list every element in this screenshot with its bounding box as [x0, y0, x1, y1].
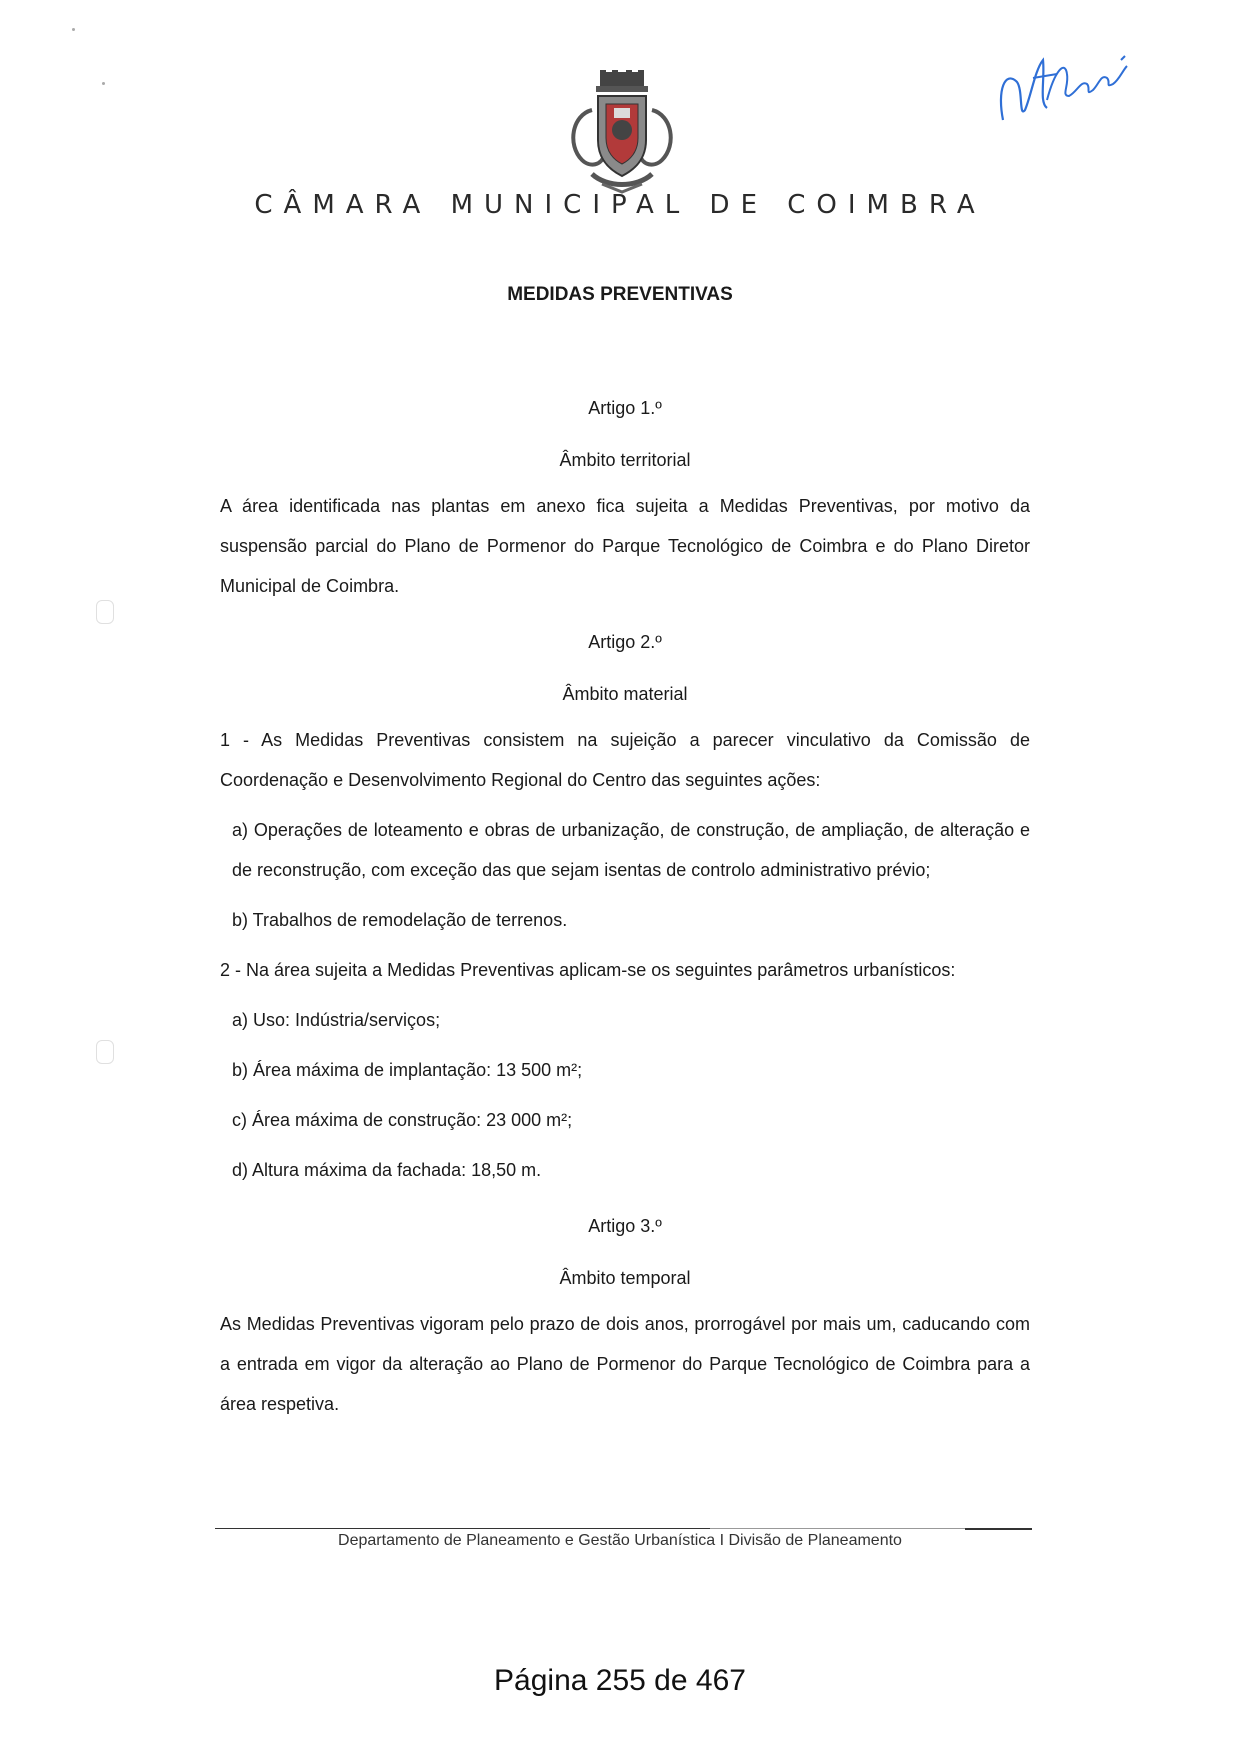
article-list-item: d) Altura máxima da fachada: 18,50 m. [232, 1160, 542, 1180]
article-list-item: b) Área máxima de implantação: 13 500 m²; [232, 1060, 583, 1080]
article-paragraph: A área identificada nas plantas em anexo fica sujeita a Medidas Preventivas, por motivo da suspensão parcial do Plano de Pormenor do Parque Tecnológico de Coimbra e do Plano Diretor Municipal de Coimbra. [220, 496, 1030, 596]
punch-hole-mark [96, 600, 114, 624]
scan-speck [102, 82, 105, 85]
article-point: 2 - Na área sujeita a Medidas Preventivas aplicam-se os seguintes parâmetros urbanísticos: [220, 960, 956, 980]
document-body [220, 382, 1030, 1434]
scan-speck [72, 28, 75, 31]
punch-hole-mark [96, 1040, 114, 1064]
article-heading: Âmbito material [562, 684, 688, 704]
municipality-name: CÂMARA MUNICIPAL DE COIMBRA [254, 190, 986, 220]
article-number: Artigo 3.º [588, 1216, 662, 1236]
coat-of-arms-icon [562, 70, 682, 195]
article-point: 1 - As Medidas Preventivas consistem na sujeição a parecer vinculativo da Comissão de Coordenação e Desenvolvimento Regional do Centro das seguintes ações: [220, 730, 1030, 790]
handwritten-signature [995, 30, 1145, 140]
article-heading: Âmbito temporal [559, 1268, 691, 1288]
article-number: Artigo 2.º [588, 632, 662, 652]
document-title: MEDIDAS PREVENTIVAS [507, 284, 733, 305]
footer-divider [215, 1528, 710, 1529]
article-number: Artigo 1.º [588, 398, 662, 418]
footer-department: Departamento de Planeamento e Gestão Urbanística I Divisão de Planeamento [338, 1532, 902, 1549]
article-heading: Âmbito territorial [559, 450, 691, 470]
article-list-item: a) Uso: Indústria/serviços; [232, 1010, 441, 1030]
article-paragraph: As Medidas Preventivas vigoram pelo prazo de dois anos, prorrogável por mais um, caducando com a entrada em vigor da alteração ao Plano de Pormenor do Parque Tecnológico de Coimbra para a área respetiva. [220, 1314, 1030, 1414]
footer-divider [710, 1528, 965, 1529]
footer-divider [965, 1528, 1032, 1530]
article-list-item: c) Área máxima de construção: 23 000 m²; [232, 1110, 573, 1130]
article-list-item: a) Operações de loteamento e obras de urbanização, de construção, de ampliação, de alteração e de reconstrução, com exceção das que sejam isentas de controlo administrativo prévio; [232, 820, 1030, 880]
article-list-item: b) Trabalhos de remodelação de terrenos. [232, 910, 568, 930]
page-number: Página 255 de 467 [494, 1664, 746, 1697]
